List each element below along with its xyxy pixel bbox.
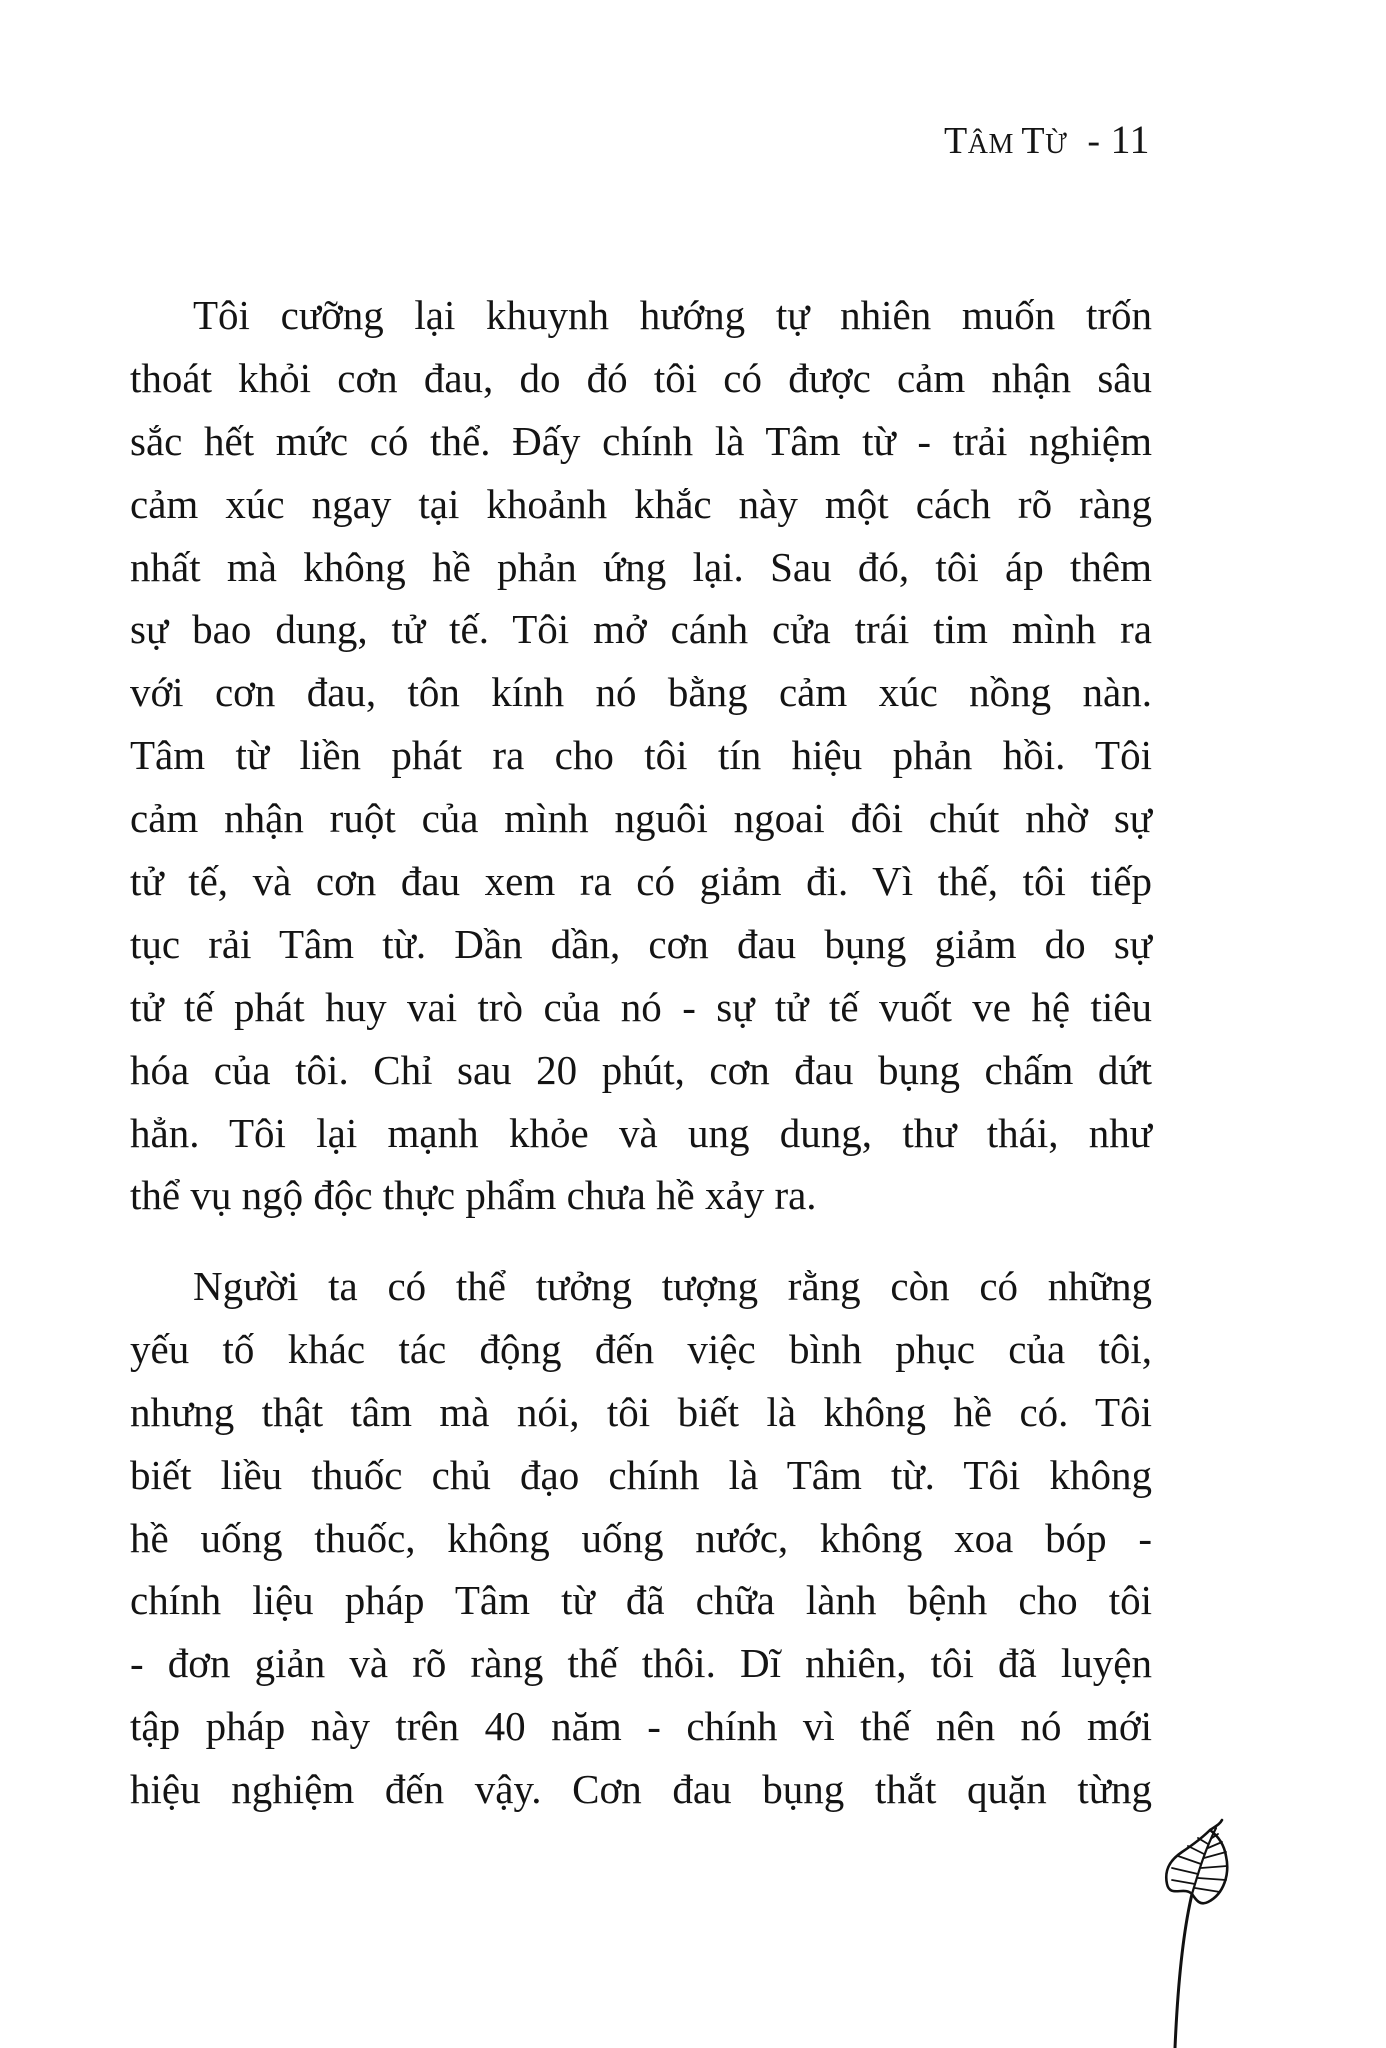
text-line: biết liều thuốc chủ đạo chính là Tâm từ. Tôi không (130, 1451, 1152, 1498)
text-line: - đơn giản và rõ ràng thế thôi. Dĩ nhiên, tôi đã luyện (130, 1640, 1152, 1687)
header-separator: - (1077, 120, 1111, 162)
text-line: với cơn đau, tôn kính nó bằng cảm xúc nồng nàn. (130, 669, 1152, 716)
text-line: thoát khỏi cơn đau, do đó tôi có được cảm nhận sâu (130, 354, 1152, 401)
text-line: hiệu nghiệm đến vậy. Cơn đau bụng thắt quặn từng (130, 1766, 1152, 1813)
running-head (944, 118, 1150, 167)
text-line: hề uống thuốc, không uống nước, không xoa bóp - (130, 1514, 1152, 1561)
bodhi-leaf-icon (1158, 1818, 1258, 2048)
paragraph (130, 284, 1152, 1227)
text-line: cảm nhận ruột của mình nguôi ngoai đôi chút nhờ sự (130, 795, 1152, 842)
running-title-part: Ừ (1045, 129, 1068, 160)
text-line: nhưng thật tâm mà nói, tôi biết là không hề có. Tôi (130, 1388, 1152, 1435)
running-title-part: T (1021, 120, 1046, 162)
text-line: nhất mà không hề phản ứng lại. Sau đó, tôi áp thêm (130, 543, 1152, 590)
running-title (944, 120, 1077, 162)
page-number: 11 (1110, 117, 1150, 162)
text-line: tục rải Tâm từ. Dần dần, cơn đau bụng giảm do sự (130, 920, 1152, 967)
running-title-part: T (944, 120, 968, 162)
text-line: hóa của tôi. Chỉ sau 20 phút, cơn đau bụng chấm dứt (130, 1046, 1152, 1093)
text-line: sự bao dung, tử tế. Tôi mở cánh cửa trái tim mình ra (130, 606, 1152, 653)
text-line: thể vụ ngộ độc thực phẩm chưa hề xảy ra. (130, 1172, 817, 1219)
running-title-part: ÂM (967, 129, 1014, 160)
paragraph (130, 1255, 1152, 1821)
text-line: yếu tố khác tác động đến việc bình phục của tôi, (130, 1325, 1152, 1372)
text-line: tập pháp này trên 40 năm - chính vì thế nên nó mới (130, 1703, 1152, 1750)
text-line: chính liệu pháp Tâm từ đã chữa lành bệnh cho tôi (130, 1577, 1152, 1624)
text-line: sắc hết mức có thể. Đấy chính là Tâm từ - trải nghiệm (130, 417, 1152, 464)
text-line: Tâm từ liền phát ra cho tôi tín hiệu phản hồi. Tôi (130, 732, 1152, 779)
text-line: tử tế, và cơn đau xem ra có giảm đi. Vì thế, tôi tiếp (130, 858, 1152, 905)
text-line: cảm xúc ngay tại khoảnh khắc này một cách rõ ràng (130, 480, 1152, 527)
text-line: hẳn. Tôi lại mạnh khỏe và ung dung, thư thái, như (130, 1109, 1152, 1156)
text-line: tử tế phát huy vai trò của nó - sự tử tế vuốt ve hệ tiêu (130, 983, 1152, 1030)
text-line: Người ta có thể tưởng tượng rằng còn có những (193, 1263, 1152, 1309)
text-line: Tôi cưỡng lại khuynh hướng tự nhiên muốn trốn (193, 292, 1152, 338)
